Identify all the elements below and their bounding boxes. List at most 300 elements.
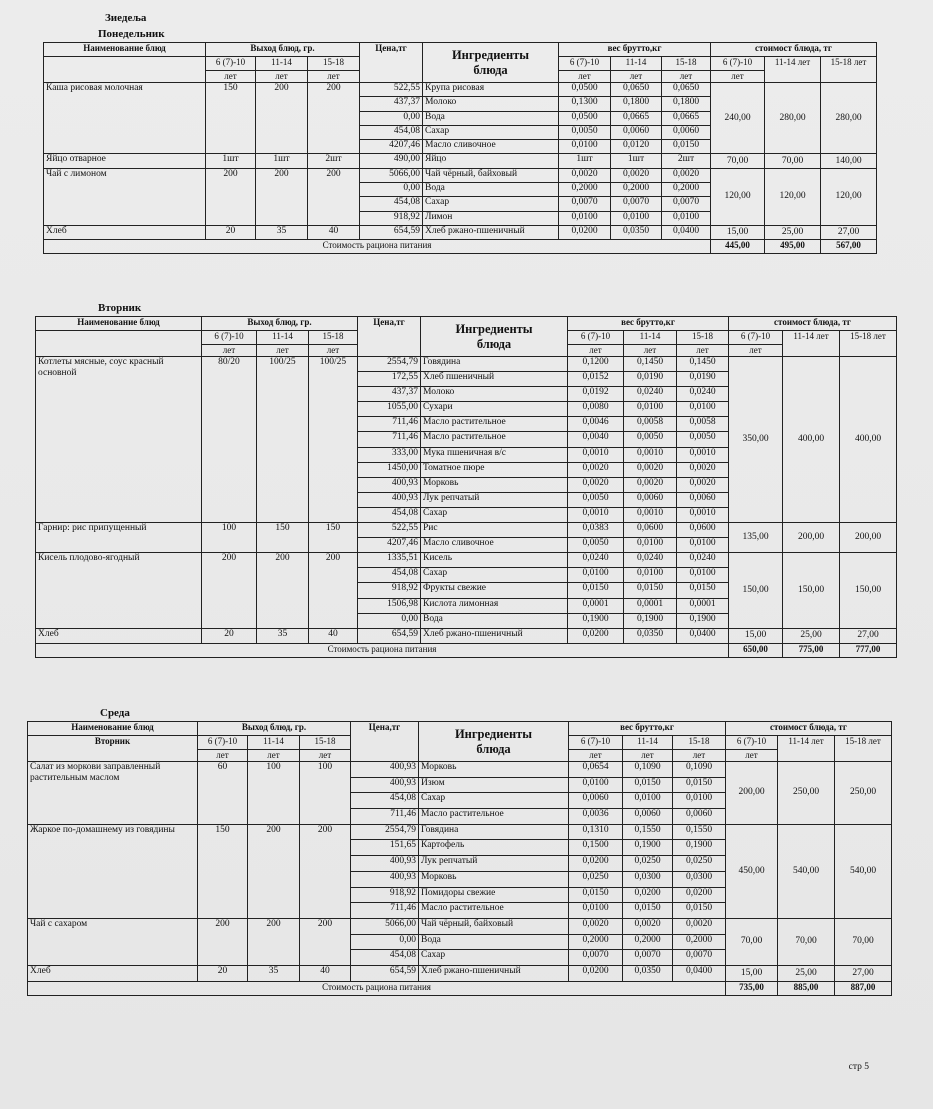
dish-name: Котлеты мясные, соус красный основной [36,357,202,523]
menu-table-monday [43,42,877,254]
ration-total-row [28,981,892,995]
weight-15-18: 0,0600 [677,523,729,538]
cost-6-10: 150,00 [729,553,783,628]
output-15-18: 200 [309,553,358,628]
price-cell: 0,00 [360,111,423,125]
ingredient-row [36,357,897,372]
weight-age-6-10: 6 (7)-10 [568,331,624,345]
dish-name: Хлеб [36,628,202,643]
weight-11-14: 0,0060 [623,809,673,825]
price-cell: 400,93 [358,492,421,507]
output-15-18: 100 [300,762,351,825]
output-6-10: 100 [202,523,257,553]
weight-15-18: 0,0020 [677,462,729,477]
total-15-18: 777,00 [840,643,897,657]
output-6-10: 20 [198,965,248,981]
price-cell: 1335,51 [358,553,421,568]
weight-6-10: 0,1500 [569,840,623,856]
ingredient-name: Томатное пюре [421,462,568,477]
output-6-10: 150 [206,83,256,154]
output-11-14: 200 [248,824,300,918]
ingredient-name: Масло растительное [419,903,569,919]
weight-15-18: 0,0400 [677,628,729,643]
ingredient-name: Масло растительное [419,809,569,825]
weight-6-10: 0,0150 [569,887,623,903]
age-unit: лет [300,750,351,762]
weight-6-10: 0,0050 [559,125,611,139]
output-15-18: 40 [309,628,358,643]
price-cell: 711,46 [351,809,419,825]
output-11-14: 150 [257,523,309,553]
price-cell: 454,08 [360,125,423,139]
ration-total-row [36,643,897,657]
price-cell: 5066,00 [360,168,423,182]
page-number: стр 5 [848,1062,869,1072]
menu-table [27,721,892,996]
weight-6-10: 0,0040 [568,432,624,447]
weight-15-18: 0,0010 [677,507,729,522]
price-cell: 400,93 [351,777,419,793]
weight-age-11-14: 11-14 [611,57,662,71]
weight-15-18: 0,0400 [673,965,726,981]
weight-15-18: 0,0240 [677,553,729,568]
output-15-18: 40 [300,965,351,981]
header-cost: стоимост блюда, тг [711,43,877,57]
menu-table-wednesday [27,721,892,996]
price-cell: 1055,00 [358,402,421,417]
weight-6-10: 0,0001 [568,598,624,613]
dish-name: Каша рисовая молочная [44,83,206,154]
weight-15-18: 0,0190 [677,372,729,387]
header-price: Цена,тг [351,722,419,762]
dish-name: Хлеб [44,225,206,239]
price-cell: 0,00 [360,183,423,197]
output-11-14: 100 [248,762,300,825]
weight-15-18: 0,1900 [673,840,726,856]
price-cell: 172,55 [358,372,421,387]
ingredient-row [28,824,892,840]
price-cell: 454,08 [360,197,423,211]
weight-15-18: 0,0020 [662,168,711,182]
age-15-18: 15-18 [309,331,358,345]
output-15-18: 200 [308,83,360,154]
cost-15-18: 200,00 [840,523,897,553]
weight-15-18: 0,1900 [677,613,729,628]
cost-6-10: 15,00 [729,628,783,643]
header-sub [44,57,206,83]
weight-11-14: 0,1550 [623,824,673,840]
weight-11-14: 0,0010 [624,507,677,522]
price-cell: 522,55 [360,83,423,97]
weight-6-10: 0,0020 [569,918,623,934]
ingredient-name: Вода [421,613,568,628]
price-cell: 400,93 [351,762,419,778]
weight-11-14: 0,0060 [611,125,662,139]
ingredient-name: Сахар [419,950,569,966]
output-11-14: 35 [248,965,300,981]
cost-15-18: 27,00 [835,965,892,981]
cost-11-14: 150,00 [783,553,840,628]
age-unit: лет [202,345,257,357]
ration-label: Стоимость рациона питания [36,643,729,657]
output-11-14: 100/25 [257,357,309,523]
header-cost: стоимост блюда, тг [729,317,897,331]
ingredient-name: Сахар [423,197,559,211]
header-dish: Наименование блюд [36,317,202,331]
cost-11-14: 25,00 [778,965,835,981]
weight-6-10: 0,1900 [568,613,624,628]
ingredient-name: Говядина [419,824,569,840]
ingredient-row [28,762,892,778]
cost-6-10: 15,00 [726,965,778,981]
header-dish: Наименование блюд [44,43,206,57]
weight-11-14: 0,0250 [623,856,673,872]
output-6-10: 60 [198,762,248,825]
ingredient-name: Лимон [423,211,559,225]
ingredient-name: Масло сливочное [423,140,559,154]
age-unit: лет [623,750,673,762]
weight-15-18: 0,2000 [673,934,726,950]
weight-age-15-18: 15-18 [662,57,711,71]
weight-15-18: 0,0020 [673,918,726,934]
cost-age-15-18: 15-18 лет [821,57,877,83]
output-15-18: 150 [309,523,358,553]
output-6-10: 80/20 [202,357,257,523]
total-6-10: 650,00 [729,643,783,657]
ingredient-name: Масло растительное [421,417,568,432]
ingredient-name: Лук репчатый [419,856,569,872]
weight-15-18: 0,0150 [673,903,726,919]
weight-11-14: 1шт [611,154,662,168]
cost-15-18: 120,00 [821,168,877,225]
price-cell: 654,59 [351,965,419,981]
cost-11-14: 200,00 [783,523,840,553]
weight-15-18: 0,0400 [662,225,711,239]
weight-15-18: 0,0001 [677,598,729,613]
weight-15-18: 0,0650 [662,83,711,97]
price-cell: 2554,79 [358,357,421,372]
age-unit: лет [662,71,711,83]
weight-15-18: 0,0060 [662,125,711,139]
ingredient-name: Морковь [419,762,569,778]
output-6-10: 200 [198,918,248,965]
header-dish: Наименование блюд [28,722,198,736]
weight-15-18: 0,0240 [677,387,729,402]
weight-15-18: 0,0060 [673,809,726,825]
ingredient-row [44,168,877,182]
ingredient-row [36,523,897,538]
weight-11-14: 0,0350 [624,628,677,643]
ingredient-name: Мука пшеничная в/с [421,447,568,462]
weight-6-10: 0,2000 [569,934,623,950]
weight-6-10: 0,0240 [568,553,624,568]
weight-11-14: 0,0350 [623,965,673,981]
header-cost: стоимост блюда, тг [726,722,892,736]
weight-6-10: 0,0200 [569,856,623,872]
header-price: Цена,тг [360,43,423,83]
price-cell: 711,46 [358,417,421,432]
weight-11-14: 0,1090 [623,762,673,778]
ingredient-name: Хлеб ржано-пшеничный [423,225,559,239]
weight-15-18: 0,0060 [677,492,729,507]
weight-15-18: 0,0070 [662,197,711,211]
total-6-10: 735,00 [726,981,778,995]
weight-age-15-18: 15-18 [677,331,729,345]
age-unit: лет [256,71,308,83]
output-11-14: 200 [256,168,308,225]
cost-age-11-14: 11-14 лет [765,57,821,83]
age-unit: лет [729,345,783,357]
total-15-18: 567,00 [821,240,877,254]
weight-11-14: 0,0058 [624,417,677,432]
ingredient-name: Хлеб ржано-пшеничный [419,965,569,981]
age-unit: лет [308,71,360,83]
weight-11-14: 0,0020 [624,477,677,492]
age-11-14: 11-14 [248,736,300,750]
weight-11-14: 0,0650 [611,83,662,97]
ration-total-row [44,240,877,254]
age-6-10: 6 (7)-10 [198,736,248,750]
weight-15-18: 0,0150 [673,777,726,793]
header-output: Выход блюд, гр. [202,317,358,331]
header-sub: Вторник [28,736,198,762]
price-cell: 711,46 [351,903,419,919]
age-unit: лет [624,345,677,357]
cost-11-14: 70,00 [765,154,821,168]
weight-11-14: 0,0050 [624,432,677,447]
price-cell: 400,93 [351,871,419,887]
price-cell: 918,92 [358,583,421,598]
weight-11-14: 0,1800 [611,97,662,111]
age-15-18: 15-18 [300,736,351,750]
dish-name: Яйцо отварное [44,154,206,168]
ingredient-name: Сахар [423,125,559,139]
price-cell: 454,08 [351,793,419,809]
weight-15-18: 0,0200 [673,887,726,903]
age-11-14: 11-14 [257,331,309,345]
price-cell: 400,93 [358,477,421,492]
cost-age-15-18: 15-18 лет [835,736,892,762]
ingredient-name: Молоко [421,387,568,402]
weight-15-18: 0,0250 [673,856,726,872]
total-11-14: 885,00 [778,981,835,995]
output-11-14: 1шт [256,154,308,168]
weight-6-10: 0,0010 [568,447,624,462]
weight-11-14: 0,0120 [611,140,662,154]
cost-6-10: 120,00 [711,168,765,225]
output-6-10: 200 [206,168,256,225]
weight-15-18: 2шт [662,154,711,168]
ingredient-name: Изюм [419,777,569,793]
output-15-18: 200 [308,168,360,225]
age-unit: лет [309,345,358,357]
output-6-10: 20 [206,225,256,239]
weight-6-10: 0,1300 [559,97,611,111]
weight-6-10: 0,0050 [568,538,624,553]
output-6-10: 20 [202,628,257,643]
cost-15-18: 70,00 [835,918,892,965]
dish-name: Жаркое по-домашнему из говядины [28,824,198,918]
cost-6-10: 15,00 [711,225,765,239]
age-unit: лет [726,750,778,762]
weight-age-11-14: 11-14 [624,331,677,345]
weight-6-10: 0,0250 [569,871,623,887]
price-cell: 490,00 [360,154,423,168]
price-cell: 437,37 [358,387,421,402]
weight-11-14: 0,2000 [623,934,673,950]
output-6-10: 150 [198,824,248,918]
cost-15-18: 540,00 [835,824,892,918]
price-cell: 0,00 [351,934,419,950]
cost-6-10: 70,00 [711,154,765,168]
weight-11-14: 0,0150 [623,903,673,919]
dish-name: Чай с сахаром [28,918,198,965]
weight-15-18: 0,0010 [677,447,729,462]
price-cell: 918,92 [351,887,419,903]
weight-11-14: 0,0001 [624,598,677,613]
weight-6-10: 0,0020 [568,477,624,492]
cost-age-6-10: 6 (7)-10 [711,57,765,71]
ingredient-name: Масло сливочное [421,538,568,553]
day-label-monday: Понедельник [98,28,165,40]
output-15-18: 200 [300,824,351,918]
ingredient-row [36,628,897,643]
weight-15-18: 0,1800 [662,97,711,111]
weight-11-14: 0,0665 [611,111,662,125]
cost-11-14: 250,00 [778,762,835,825]
cost-6-10: 200,00 [726,762,778,825]
cost-15-18: 27,00 [821,225,877,239]
weight-age-6-10: 6 (7)-10 [569,736,623,750]
age-6-10: 6 (7)-10 [206,57,256,71]
weight-15-18: 0,2000 [662,183,711,197]
ingredient-name: Вода [423,183,559,197]
weight-6-10: 0,0100 [569,903,623,919]
weight-6-10: 0,0070 [559,197,611,211]
output-11-14: 200 [257,553,309,628]
weight-15-18: 0,1550 [673,824,726,840]
age-15-18: 15-18 [308,57,360,71]
weight-6-10: 0,0036 [569,809,623,825]
weight-11-14: 0,0150 [624,583,677,598]
weight-6-10: 0,0150 [568,583,624,598]
cost-6-10: 240,00 [711,83,765,154]
price-cell: 400,93 [351,856,419,872]
ration-label: Стоимость рациона питания [28,981,726,995]
ingredient-row [28,918,892,934]
price-cell: 333,00 [358,447,421,462]
output-6-10: 200 [202,553,257,628]
ingredient-row [44,225,877,239]
total-11-14: 495,00 [765,240,821,254]
price-cell: 1450,00 [358,462,421,477]
header-sub [36,331,202,357]
weight-6-10: 0,0152 [568,372,624,387]
cost-6-10: 350,00 [729,357,783,523]
total-15-18: 887,00 [835,981,892,995]
ingredient-name: Морковь [421,477,568,492]
cost-6-10: 70,00 [726,918,778,965]
weight-6-10: 0,1200 [568,357,624,372]
output-15-18: 200 [300,918,351,965]
weight-11-14: 0,0070 [623,950,673,966]
ingredient-name: Картофель [419,840,569,856]
weight-15-18: 0,1450 [677,357,729,372]
ingredient-name: Сахар [419,793,569,809]
cost-age-6-10: 6 (7)-10 [729,331,783,345]
output-15-18: 2шт [308,154,360,168]
weight-11-14: 0,0190 [624,372,677,387]
output-11-14: 200 [248,918,300,965]
weight-6-10: 0,0060 [569,793,623,809]
weight-6-10: 0,0200 [569,965,623,981]
menu-table [43,42,877,254]
price-cell: 151,65 [351,840,419,856]
ingredient-name: Чай чёрный, байховый [419,918,569,934]
weight-11-14: 0,0100 [611,211,662,225]
cost-11-14: 70,00 [778,918,835,965]
weight-11-14: 0,0350 [611,225,662,239]
cost-15-18: 150,00 [840,553,897,628]
header-price: Цена,тг [358,317,421,357]
weight-15-18: 0,1090 [673,762,726,778]
menu-table [35,316,897,658]
weight-15-18: 0,0070 [673,950,726,966]
ration-label: Стоимость рациона питания [44,240,711,254]
weight-6-10: 0,0500 [559,111,611,125]
cost-11-14: 25,00 [783,628,840,643]
age-11-14: 11-14 [256,57,308,71]
cost-15-18: 400,00 [840,357,897,523]
dish-name: Чай с лимоном [44,168,206,225]
weight-15-18: 0,0050 [677,432,729,447]
header-output: Выход блюд, гр. [206,43,360,57]
header-ingredients: Ингредиенты блюда [421,317,568,357]
weight-6-10: 0,0100 [569,777,623,793]
age-unit: лет [198,750,248,762]
weight-11-14: 0,0070 [611,197,662,211]
weight-15-18: 0,0100 [677,402,729,417]
weight-11-14: 0,0010 [624,447,677,462]
weight-11-14: 0,0100 [624,568,677,583]
weight-6-10: 0,0046 [568,417,624,432]
ingredient-name: Говядина [421,357,568,372]
weight-6-10: 0,0020 [568,462,624,477]
price-cell: 4207,46 [358,538,421,553]
price-cell: 522,55 [358,523,421,538]
cost-15-18: 280,00 [821,83,877,154]
weight-11-14: 0,0200 [623,887,673,903]
age-unit: лет [559,71,611,83]
ingredient-name: Яйцо [423,154,559,168]
age-unit: лет [248,750,300,762]
weight-6-10: 0,0100 [559,211,611,225]
age-unit: лет [611,71,662,83]
menu-table-tuesday [35,316,897,658]
cost-age-6-10: 6 (7)-10 [726,736,778,750]
price-cell: 4207,46 [360,140,423,154]
ingredient-name: Морковь [419,871,569,887]
cost-11-14: 400,00 [783,357,840,523]
ingredient-name: Сахар [421,568,568,583]
weight-age-15-18: 15-18 [673,736,726,750]
weight-6-10: 0,0080 [568,402,624,417]
header-output: Выход блюд, гр. [198,722,351,736]
age-6-10: 6 (7)-10 [202,331,257,345]
ingredient-name: Хлеб пшеничный [421,372,568,387]
ingredient-name: Лук репчатый [421,492,568,507]
dish-name: Гарнир: рис припущенный [36,523,202,553]
